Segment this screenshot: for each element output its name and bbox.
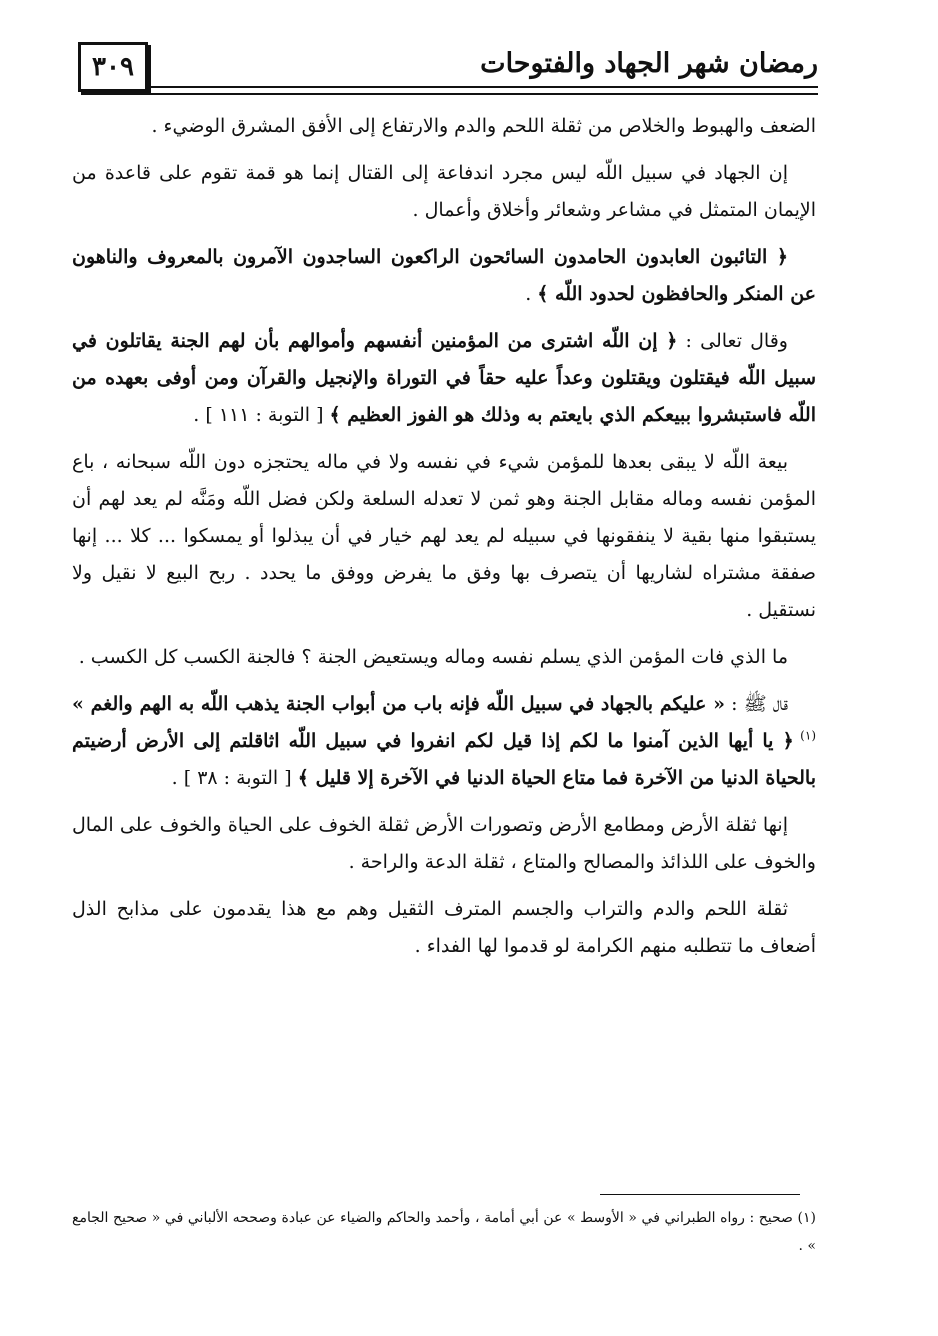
quran-verse: ﴿ التائبون العابدون الحامدون السائحون الراكعون الساجدون الآمرون بالمعروف والناهون عن المنكر والحافظون لحدود اللّه ﴾ [72,246,816,305]
paragraph-2: إن الجهاد في سبيل اللّه ليس مجرد اندفاعة إلى القتال إنما هو قمة تقوم على قاعدة من الإيمان المتمثل في مشاعر وشعائر وأخلاق وأعمال . [72,162,816,221]
paragraph-9: ثقلة اللحم والدم والتراب والجسم المترف الثقيل وهم مع هذا يقدمون على مذابح الذل أضعاف ما تتطلبه منهم الكرامة لو قدموا لها الفداء . [72,898,816,957]
hadith-quote: « عليكم بالجهاد في سبيل اللّه فإنه باب من أبواب الجنة يذهب اللّه به الهم والغم » [72,693,725,715]
paragraph-7-intro: قال ﷺ : [724,693,788,715]
paragraph-4-intro: وقال تعالى : [677,330,788,352]
footnote: (١) صحيح : رواه الطبراني في « الأوسط » عن أبي أمامة ، وأحمد والحاكم والضياء عن عبادة وصححه الألباني في « صحيح الجامع » . [72,1210,816,1254]
footnote-separator [600,1194,800,1195]
paragraph-7 [72,686,816,797]
header-rule [148,86,818,95]
page-body [72,108,816,975]
quran-verse: ﴿ يا أيها الذين آمنوا ما لكم إذا قيل لكم انفروا في سبيل اللّه اثاقلتم إلى الأرض أرضيتم بالحياة الدنيا من الآخرة فما متاع الحياة الدنيا في الآخرة إلا قليل ﴾ [72,730,816,789]
footnote-marker: (١) [793,728,816,743]
paragraph-1: الضعف والهبوط والخلاص من ثقلة اللحم والدم والارتفاع إلى الأفق المشرق الوضيء . [151,115,816,137]
verse-reference: [ التوبة : ٣٨ ] . [171,767,298,789]
quran-verse: ﴿ إن اللّه اشترى من المؤمنين أنفسهم وأموالهم بأن لهم الجنة يقاتلون في سبيل اللّه فيقتلون ويقتلون وعداً عليه حقاً في التوراة والإنجيل والقرآن ومن أوفى بعهده من اللّه فاستبشروا ببيعكم الذي بايعتم به وذلك هو الفوز العظيم ﴾ [72,330,816,426]
paragraph-6: ما الذي فات المؤمن الذي يسلم نفسه وماله ويستعيض الجنة ؟ فالجنة الكسب كل الكسب . [78,646,788,668]
page-number: ٣٠٩ [78,42,148,92]
running-title: رمضان شهر الجهاد والفتوحات [480,48,818,79]
verse-reference: [ التوبة : ١١١ ] . [193,404,330,426]
paragraph-8: إنها ثقلة الأرض ومطامع الأرض وتصورات الأرض ثقلة الخوف على الحياة والخوف على المال والخوف على اللذائذ والمصالح والمتاع ، ثقلة الدعة والراحة . [72,814,816,873]
paragraph-3 [72,239,816,313]
paragraph-4 [72,323,816,434]
page-header [78,42,818,92]
paragraph-3-end: . [525,283,538,305]
paragraph-5: بيعة اللّه لا يبقى بعدها للمؤمن شيء في نفسه ولا في ماله يحتجزه دون اللّه سبحانه ، باع المؤمن نفسه وماله مقابل الجنة وهو ثمن لا تعدله السلعة ولكن فضل اللّه ومَنَّه لم يعد لهم أن يستبقوا منها بقية لا ينفقونها في سبيله لم يعد لهم خيار في أن يبذلوا أو يمسكوا ... كلا ... إنها صفقة مشتراه لشاريها أن يتصرف بها وفق ما يفرض ووفق ما يحدد . ربح البيع لا نقيل ولا نستقيل . [72,451,816,621]
